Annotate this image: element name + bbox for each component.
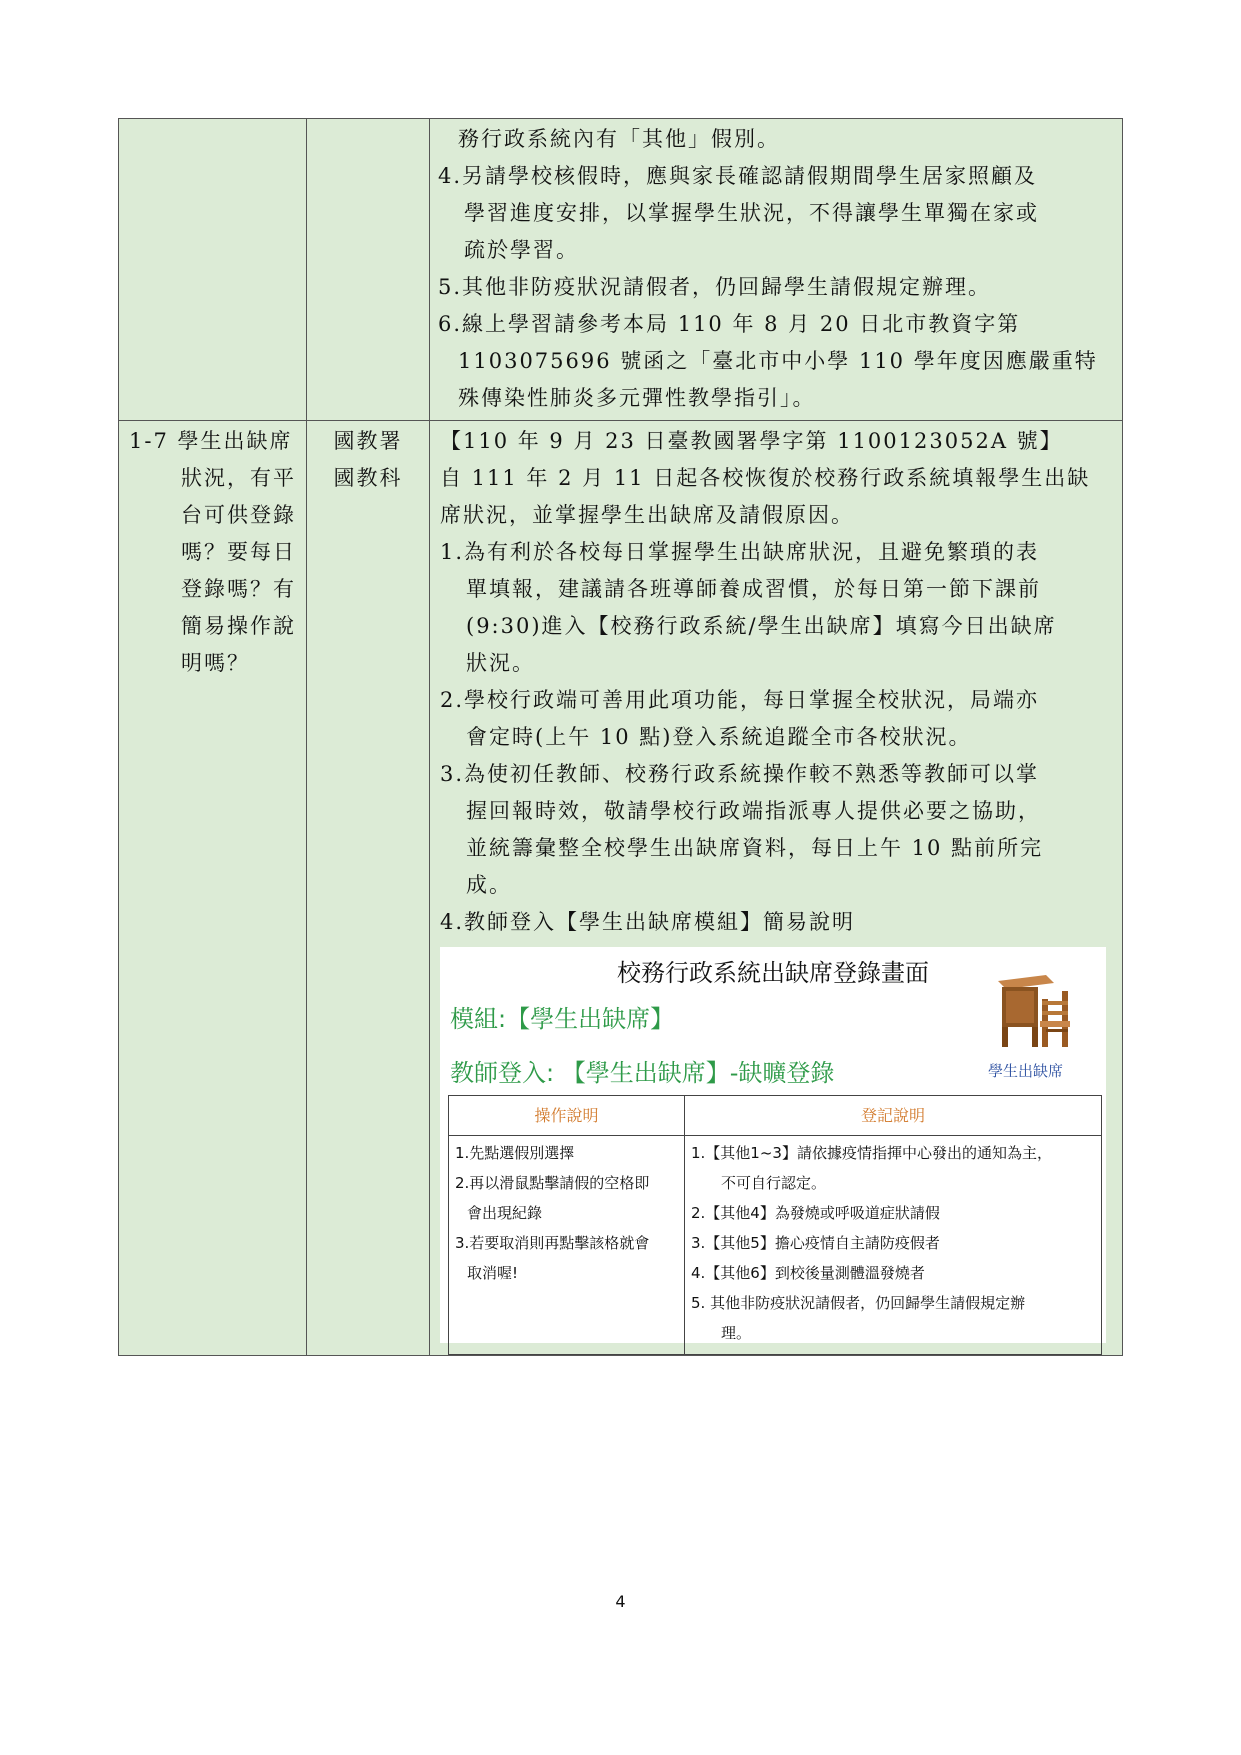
item-line: 並統籌彙整全校學生出缺席資料，每日上午 10 點前所完 [466,836,1044,860]
item-line: 成。 [466,873,512,897]
answer-line: 疏於學習。 [464,238,579,262]
intro-line: 席狀況，並掌握學生出缺席及請假原因。 [440,503,854,527]
school-desk-icon [994,971,1072,1051]
answer-line: 學習進度安排，以掌握學生狀況，不得讓學生單獨在家或 [464,201,1039,225]
item-line: 單填報，建議請各班導師養成習慣，於每日第一節下課前 [466,577,1041,601]
page-number: 4 [615,1592,626,1611]
dept-line: 國教科 [333,466,403,490]
reg-line: 2.【其他4】為發燒或呼吸道症狀請假 [691,1204,940,1222]
answer-cell [430,421,1123,1356]
figure-title: 校務行政系統出缺席登錄畫面 [617,959,929,987]
login-screen-figure [440,947,1106,1343]
table-row [119,421,1123,1356]
intro-line: 自 111 年 2 月 11 日起各校恢復於校務行政系統填報學生出缺 [440,466,1091,490]
table-row [119,119,1123,421]
question-line: 明嗎？ [181,651,250,675]
item-line: 握回報時效，敬請學校行政端指派專人提供必要之協助， [466,799,1041,823]
reg-header: 登記說明 [685,1096,1102,1136]
ops-cell [449,1136,685,1355]
reg-line: 4.【其他6】到校後量測體溫發燒者 [691,1264,925,1282]
dept-cell [307,421,430,1356]
item-line: 4.教師登入【學生出缺席模組】簡易說明 [440,910,856,934]
reg-line: 不可自行認定。 [721,1174,827,1192]
faq-table [118,118,1123,1356]
ops-line: 3.若要取消則再點擊該格就會 [455,1234,650,1252]
item-line: 會定時(上午 10 點)登入系統追蹤全市各校狀況。 [466,725,972,749]
reference-line: 【110 年 9 月 23 日臺教國署學字第 1100123052A 號】 [440,429,1063,453]
question-line: 狀況，有平 [181,466,296,490]
item-line: 狀況。 [466,651,535,675]
answer-line: 1103075696 號函之「臺北市中小學 110 學年度因應嚴重特 [458,349,1098,373]
answer-line: 5.其他非防疫狀況請假者，仍回歸學生請假規定辦理。 [438,275,992,299]
question-line: 登錄嗎？有 [181,577,296,601]
question-cell [119,421,307,1356]
ops-line: 1.先點選假別選擇 [455,1144,575,1162]
dept-line: 國教署 [333,429,403,453]
item-line: 2.學校行政端可善用此項功能，每日掌握全校狀況，局端亦 [440,688,1040,712]
ops-header: 操作說明 [449,1096,685,1136]
item-line: (9:30)進入【校務行政系統/學生出缺席】填寫今日出缺席 [466,614,1057,638]
answer-line: 殊傳染性肺炎多元彈性教學指引」。 [458,386,816,410]
dept-cell-empty [307,119,430,421]
reg-line: 3.【其他5】擔心疫情自主請防疫假者 [691,1234,940,1252]
ops-line: 取消喔! [467,1264,519,1282]
answer-line: 6.線上學習請參考本局 110 年 8 月 20 日北市教資字第 [438,312,1021,336]
answer-cell [430,119,1123,421]
question-line: 簡易操作說 [181,614,296,638]
instruction-table [448,1095,1102,1355]
question-line: 嗎？要每日 [181,540,296,564]
answer-line: 務行政系統內有「其他」假別。 [458,127,780,151]
ops-line: 2.再以滑鼠點擊請假的空格即 [455,1174,650,1192]
reg-line: 理。 [721,1324,752,1342]
item-line: 1.為有利於各校每日掌握學生出缺席狀況，且避免繁瑣的表 [440,540,1040,564]
item-line: 3.為使初任教師、校務行政系統操作較不熟悉等教師可以掌 [440,762,1040,786]
ops-line: 會出現紀錄 [467,1204,543,1222]
reg-cell [685,1136,1102,1355]
question-line: 台可供登錄 [181,503,296,527]
icon-caption: 學生出缺席 [988,1062,1064,1080]
reg-line: 5. 其他非防疫狀況請假者，仍回歸學生請假規定辦 [691,1294,1026,1312]
question-line: 1-7 學生出缺席 [129,429,293,453]
answer-line: 4.另請學校核假時，應與家長確認請假期間學生居家照顧及 [438,164,1038,188]
figure-module-label: 模組:【學生出缺席】 [450,1005,675,1033]
figure-login-label: 教師登入: 【學生出缺席】-缺曠登錄 [450,1059,835,1087]
reg-line: 1.【其他1~3】請依據疫情指揮中心發出的通知為主， [691,1144,1052,1162]
question-cell-empty [119,119,307,421]
